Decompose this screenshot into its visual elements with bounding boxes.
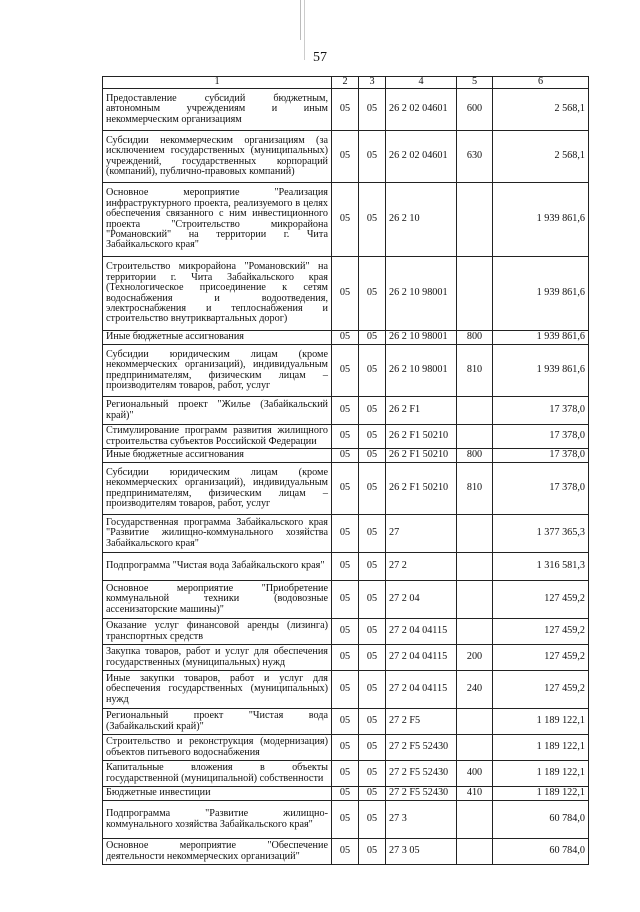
cell-expense-type: 410: [457, 787, 493, 801]
table-row: [103, 619, 589, 645]
cell-name: Региональный проект "Жилье (Забайкальский край)": [103, 397, 332, 425]
cell-section: 05: [332, 425, 359, 449]
cell-expense-type: [457, 425, 493, 449]
table-row: [103, 449, 589, 463]
cell-subsection: 05: [359, 553, 386, 581]
cell-subsection: 05: [359, 397, 386, 425]
table-row: [103, 735, 589, 761]
cell-subsection: 05: [359, 131, 386, 183]
cell-target-article: 27 2 04 04115: [386, 645, 457, 671]
table-row: [103, 89, 589, 131]
cell-name: Оказание услуг финансовой аренды (лизинга) транспортных средств: [103, 619, 332, 645]
cell-subsection: 05: [359, 761, 386, 787]
cell-name: Субсидии юридическим лицам (кроме некоммерческих организаций), индивидуальным предпринимателям, физическим лицам – производителям товаров, работ, услуг: [103, 463, 332, 515]
cell-amount: 1 189 122,1: [493, 761, 589, 787]
cell-subsection: 05: [359, 257, 386, 331]
cell-target-article: 27 2: [386, 553, 457, 581]
cell-name: Подпрограмма "Развитие жилищно-коммунального хозяйства Забайкальского края": [103, 801, 332, 839]
cell-expense-type: [457, 183, 493, 257]
cell-subsection: 05: [359, 581, 386, 619]
cell-subsection: 05: [359, 463, 386, 515]
cell-expense-type: [457, 839, 493, 865]
page-number: 57: [313, 50, 327, 65]
table-row: [103, 131, 589, 183]
cell-amount: 60 784,0: [493, 801, 589, 839]
cell-name: Иные закупки товаров, работ и услуг для обеспечения государственных (муниципальных) нужд: [103, 671, 332, 709]
cell-expense-type: [457, 801, 493, 839]
cell-subsection: 05: [359, 671, 386, 709]
cell-target-article: 26 2 F1 50210: [386, 425, 457, 449]
table-row: [103, 839, 589, 865]
cell-subsection: 05: [359, 331, 386, 345]
cell-subsection: 05: [359, 645, 386, 671]
cell-expense-type: 810: [457, 463, 493, 515]
column-header-name: 1: [103, 77, 332, 89]
cell-amount: 1 316 581,3: [493, 553, 589, 581]
column-header-section: 2: [332, 77, 359, 89]
cell-subsection: 05: [359, 619, 386, 645]
cell-expense-type: [457, 581, 493, 619]
cell-name: Капитальные вложения в объекты государственной (муниципальной) собственности: [103, 761, 332, 787]
cell-target-article: 27 2 F5 52430: [386, 761, 457, 787]
cell-amount: 1 189 122,1: [493, 787, 589, 801]
cell-expense-type: [457, 619, 493, 645]
cell-amount: 127 459,2: [493, 581, 589, 619]
cell-target-article: 27 3 05: [386, 839, 457, 865]
cell-section: 05: [332, 397, 359, 425]
table-row: [103, 257, 589, 331]
cell-target-article: 26 2 10 98001: [386, 257, 457, 331]
cell-target-article: 26 2 F1 50210: [386, 449, 457, 463]
cell-expense-type: 200: [457, 645, 493, 671]
table-row: [103, 581, 589, 619]
cell-section: 05: [332, 671, 359, 709]
cell-name: Строительство микрорайона "Романовский" на территории г. Чита Забайкальского края (Технологическое присоединение к сетям водоснабжения и водоотведения, электроснабжения и теплоснабжения и строительство внутриквартальных дорог): [103, 257, 332, 331]
table-row: [103, 397, 589, 425]
cell-target-article: 27: [386, 515, 457, 553]
cell-target-article: 27 2 F5 52430: [386, 735, 457, 761]
column-header-subsection: 3: [359, 77, 386, 89]
cell-amount: 17 378,0: [493, 463, 589, 515]
cell-subsection: 05: [359, 515, 386, 553]
cell-section: 05: [332, 257, 359, 331]
cell-expense-type: 630: [457, 131, 493, 183]
table-row: [103, 183, 589, 257]
cell-section: 05: [332, 449, 359, 463]
table-row: [103, 787, 589, 801]
cell-amount: 127 459,2: [493, 671, 589, 709]
cell-subsection: 05: [359, 787, 386, 801]
table-row: [103, 463, 589, 515]
cell-expense-type: [457, 397, 493, 425]
table-row: [103, 553, 589, 581]
cell-target-article: 26 2 02 04601: [386, 89, 457, 131]
cell-target-article: 26 2 10 98001: [386, 345, 457, 397]
cell-section: 05: [332, 735, 359, 761]
cell-expense-type: [457, 735, 493, 761]
cell-subsection: 05: [359, 801, 386, 839]
table-row: [103, 515, 589, 553]
cell-name: Предоставление субсидий бюджетным, автономным учреждениям и иным некоммерческим организациям: [103, 89, 332, 131]
cell-section: 05: [332, 839, 359, 865]
cell-subsection: 05: [359, 89, 386, 131]
cell-section: 05: [332, 645, 359, 671]
cell-target-article: 26 2 10: [386, 183, 457, 257]
cell-target-article: 27 2 04: [386, 581, 457, 619]
cell-name: Закупка товаров, работ и услуг для обеспечения государственных (муниципальных) нужд: [103, 645, 332, 671]
cell-section: 05: [332, 331, 359, 345]
cell-target-article: 27 2 F5 52430: [386, 787, 457, 801]
cell-subsection: 05: [359, 709, 386, 735]
cell-target-article: 27 2 F5: [386, 709, 457, 735]
cell-amount: 1 377 365,3: [493, 515, 589, 553]
cell-amount: 17 378,0: [493, 425, 589, 449]
cell-name: Государственная программа Забайкальского края "Развитие жилищно-коммунального хозяйства Забайкальского края": [103, 515, 332, 553]
table-row: [103, 425, 589, 449]
table-row: [103, 709, 589, 735]
cell-subsection: 05: [359, 839, 386, 865]
cell-name: Субсидии юридическим лицам (кроме некоммерческих организаций), индивидуальным предпринимателям, физическим лицам – производителям товаров, работ, услуг: [103, 345, 332, 397]
cell-target-article: 26 2 F1 50210: [386, 463, 457, 515]
cell-name: Основное мероприятие "Приобретение коммунальной техники (водовозные ассенизаторские машины)": [103, 581, 332, 619]
cell-amount: 17 378,0: [493, 449, 589, 463]
cell-name: Основное мероприятие "Реализация инфраструктурного проекта, реализуемого в целях обеспечения связанного с ним инвестиционного проекта "Строительство микрорайона "Романовский" на территории г. Чита Забайкальского края": [103, 183, 332, 257]
cell-section: 05: [332, 581, 359, 619]
cell-amount: 1 939 861,6: [493, 183, 589, 257]
cell-expense-type: 400: [457, 761, 493, 787]
cell-section: 05: [332, 463, 359, 515]
budget-table: [102, 76, 589, 865]
cell-amount: 1 939 861,6: [493, 257, 589, 331]
cell-section: 05: [332, 801, 359, 839]
cell-section: 05: [332, 515, 359, 553]
cell-name: Иные бюджетные ассигнования: [103, 449, 332, 463]
cell-subsection: 05: [359, 345, 386, 397]
cell-amount: 2 568,1: [493, 89, 589, 131]
cell-name: Стимулирование программ развития жилищного строительства субъектов Российской Федерации: [103, 425, 332, 449]
cell-section: 05: [332, 619, 359, 645]
column-header-expense-type: 5: [457, 77, 493, 89]
cell-subsection: 05: [359, 183, 386, 257]
cell-name: Субсидии некоммерческим организациям (за исключением государственных (муниципальных) учреждений, государственных корпораций (компаний), публично-правовых компаний): [103, 131, 332, 183]
table-row: [103, 761, 589, 787]
cell-target-article: 26 2 02 04601: [386, 131, 457, 183]
cell-expense-type: 600: [457, 89, 493, 131]
cell-amount: 1 189 122,1: [493, 735, 589, 761]
column-header-target-article: 4: [386, 77, 457, 89]
cell-name: Строительство и реконструкция (модернизация) объектов питьевого водоснабжения: [103, 735, 332, 761]
cell-expense-type: 240: [457, 671, 493, 709]
cell-expense-type: [457, 553, 493, 581]
cell-expense-type: 800: [457, 449, 493, 463]
cell-name: Подпрограмма "Чистая вода Забайкальского края": [103, 553, 332, 581]
cell-target-article: 27 3: [386, 801, 457, 839]
cell-name: Иные бюджетные ассигнования: [103, 331, 332, 345]
table-row: [103, 645, 589, 671]
column-header-amount: 6: [493, 77, 589, 89]
cell-subsection: 05: [359, 425, 386, 449]
cell-amount: 1 189 122,1: [493, 709, 589, 735]
cell-name: Бюджетные инвестиции: [103, 787, 332, 801]
table-row: [103, 671, 589, 709]
table-row: [103, 331, 589, 345]
cell-target-article: 26 2 F1: [386, 397, 457, 425]
cell-subsection: 05: [359, 735, 386, 761]
table-header-row: [103, 77, 589, 89]
cell-name: Региональный проект "Чистая вода (Забайкальский край)": [103, 709, 332, 735]
cell-expense-type: [457, 709, 493, 735]
cell-expense-type: 800: [457, 331, 493, 345]
cell-expense-type: [457, 257, 493, 331]
cell-section: 05: [332, 709, 359, 735]
table-row: [103, 801, 589, 839]
cell-section: 05: [332, 89, 359, 131]
table-row: [103, 345, 589, 397]
cell-name: Основное мероприятие "Обеспечение деятельности некоммерческих организаций": [103, 839, 332, 865]
cell-subsection: 05: [359, 449, 386, 463]
cell-amount: 1 939 861,6: [493, 331, 589, 345]
cell-section: 05: [332, 787, 359, 801]
cell-amount: 60 784,0: [493, 839, 589, 865]
cell-expense-type: [457, 515, 493, 553]
cell-amount: 1 939 861,6: [493, 345, 589, 397]
cell-section: 05: [332, 345, 359, 397]
cell-target-article: 27 2 04 04115: [386, 619, 457, 645]
cell-section: 05: [332, 131, 359, 183]
cell-section: 05: [332, 183, 359, 257]
cell-section: 05: [332, 761, 359, 787]
cell-amount: 17 378,0: [493, 397, 589, 425]
cell-target-article: 26 2 10 98001: [386, 331, 457, 345]
table-body: [103, 89, 589, 865]
cell-expense-type: 810: [457, 345, 493, 397]
scan-artifact-line: [300, 0, 301, 40]
cell-section: 05: [332, 553, 359, 581]
cell-amount: 2 568,1: [493, 131, 589, 183]
cell-amount: 127 459,2: [493, 619, 589, 645]
cell-amount: 127 459,2: [493, 645, 589, 671]
cell-target-article: 27 2 04 04115: [386, 671, 457, 709]
